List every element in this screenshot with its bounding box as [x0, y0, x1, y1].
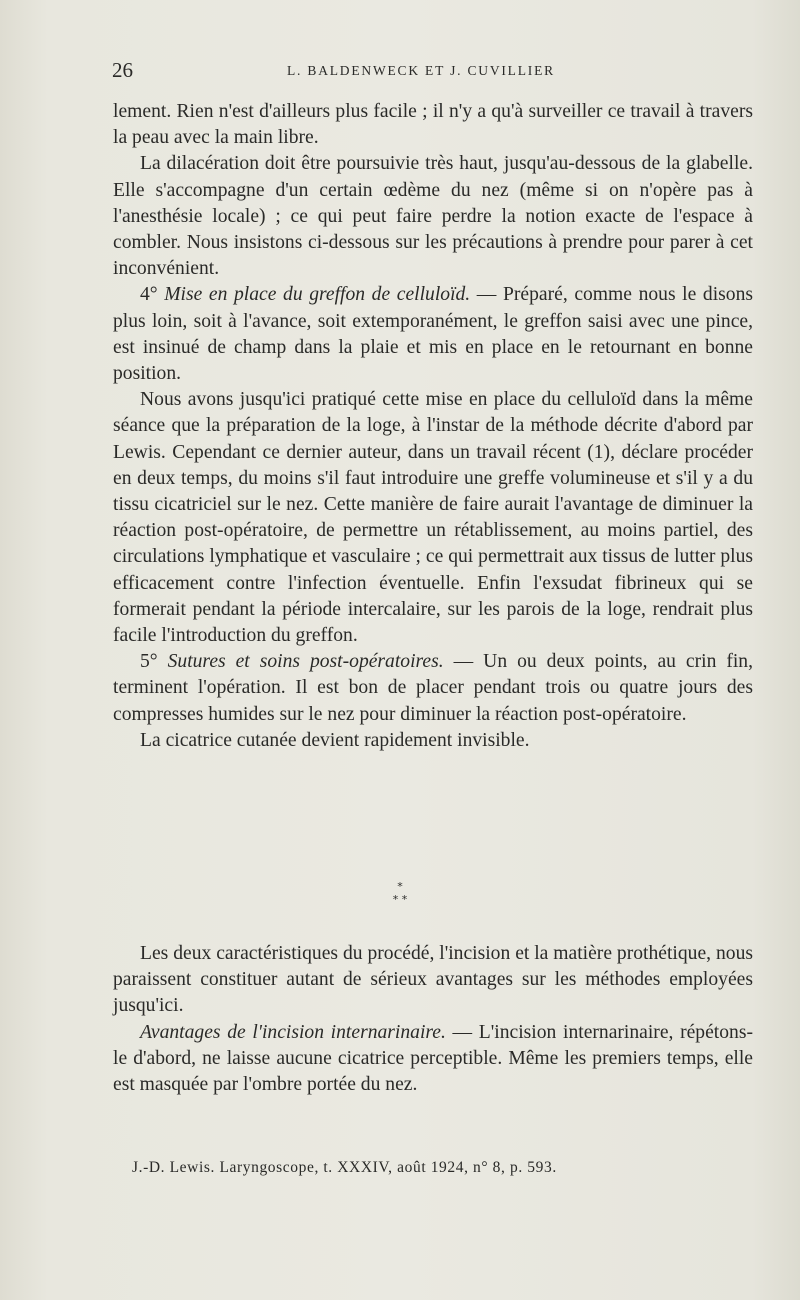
section-separator	[0, 880, 800, 906]
running-head: L. BALDENWECK ET J. CUVILLIER	[287, 63, 555, 78]
paragraph-section-4	[113, 282, 753, 387]
paragraph-text: La dilacération doit être poursuivie très haut, jusqu'au-dessous de la glabelle. Elle s'accompagne d'un certain œdème du nez (même si on n'opère pas à l'anesthésie locale) ; ce qui peut faire perdre la notion exacte de l'espace à combler. Nous insistons ci-dessous sur les précautions à prendre pour parer à cet inconvénient.	[113, 153, 753, 280]
paragraph-text: Les deux caractéristiques du procédé, l'incision et la matière prothétique, nous paraissent constituer autant de sérieux avantages sur les méthodes employées jusqu'ici.	[113, 943, 753, 1017]
body-text-upper	[113, 99, 753, 754]
paragraph-text: lement. Rien n'est d'ailleurs plus facile ; il n'y a qu'à surveiller ce travail à travers la peau avec la main libre.	[113, 101, 753, 149]
footnote: J.-D. Lewis. Laryngoscope, t. XXXIV, août 1924, n° 8, p. 593.	[132, 1159, 557, 1176]
section-heading: Mise en place du greffon de celluloïd.	[164, 284, 471, 306]
paragraph	[113, 387, 753, 649]
body-text-lower	[113, 941, 753, 1098]
paragraph-text: — Un ou deux points, au crin fin, terminent l'opération. Il est bon de placer pendant trois ou quatre jours des compresses humides sur le nez pour diminuer la réaction post-opératoire.	[113, 651, 753, 725]
paragraph	[113, 151, 753, 282]
paragraph-text: La cicatrice cutanée devient rapidement invisible.	[140, 729, 530, 751]
paragraph-section-5	[113, 649, 753, 728]
paragraph	[113, 99, 753, 151]
paragraph	[113, 941, 753, 1020]
paragraph-text: — Préparé, comme nous le disons plus loin, soit à l'avance, soit extemporanément, le greffon saisi avec une pince, est insinué de champ dans la plaie et mis en place en le retournant en bonne position.	[113, 284, 754, 385]
paragraph	[113, 728, 753, 754]
page-number: 26	[112, 58, 133, 82]
page-header	[112, 58, 752, 86]
paragraph-text: — L'incision internarinaire, répétons-le d'abord, ne laisse aucune cicatrice perceptible. Même les premiers temps, elle est masquée par l'ombre portée du nez.	[113, 1021, 753, 1096]
paragraph-advantages	[113, 1020, 753, 1099]
section-number: 4°	[140, 284, 165, 306]
section-heading: Sutures et soins post-opératoires.	[167, 651, 444, 673]
separator-star-top: *	[397, 880, 403, 893]
paragraph-text: Nous avons jusqu'ici pratiqué cette mise en place du celluloïd dans la même séance que la préparation de la loge, à l'instar de la méthode décrite d'abord par Lewis. Cependant ce dernier auteur, dans un travail récent (1), déclare procéder en deux temps, du moins s'il faut introduire une greffe volumineuse et s'il y a du tissu cicatriciel sur le nez. Cette manière de faire aurait l'avantage de diminuer la réaction post-opératoire, de permettre un rétablissement, au moins partiel, des circulations lymphatique et vasculaire ; ce qui permettrait aux tissus de lutter plus efficacement contre l'infection éventuelle. Enfin l'exsudat fibrineux qui se formerait pendant la période intercalaire, sur les parois de la loge, rendrait plus facile l'introduction du greffon.	[113, 389, 753, 647]
section-heading: Avantages de l'incision internarinaire.	[140, 1021, 446, 1043]
separator-stars-bottom: * *	[392, 893, 408, 906]
section-number: 5°	[140, 651, 168, 673]
